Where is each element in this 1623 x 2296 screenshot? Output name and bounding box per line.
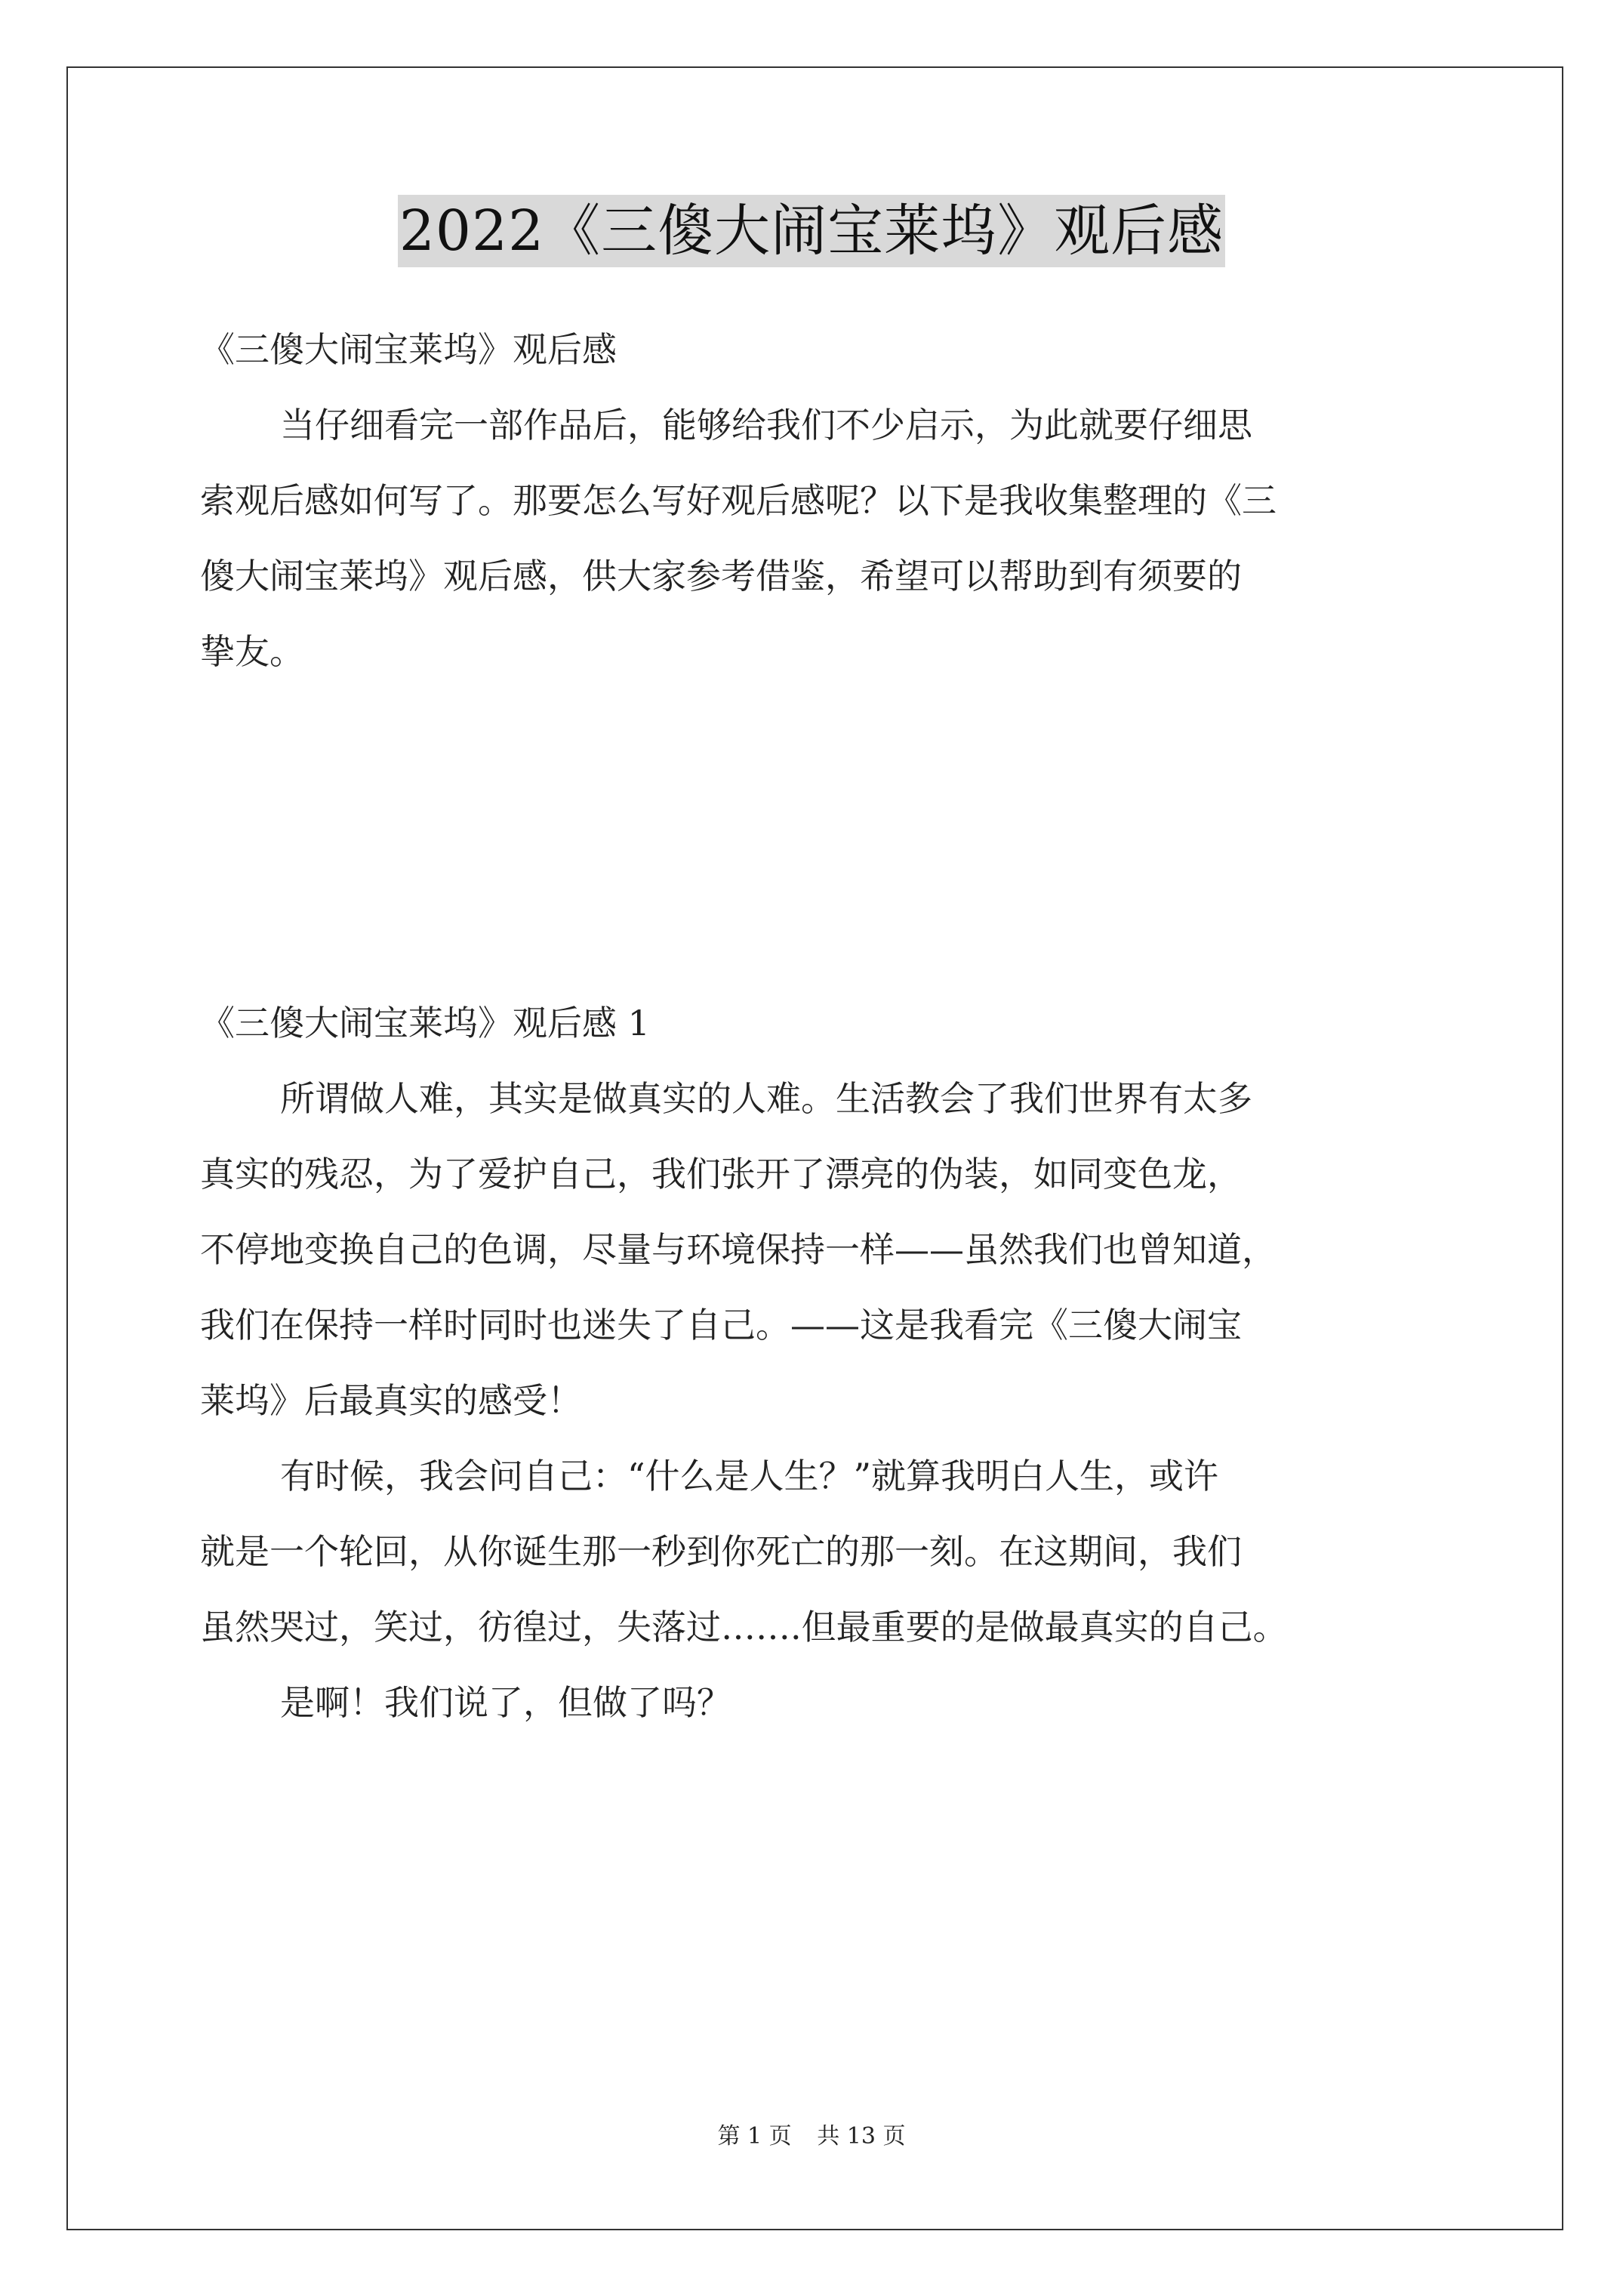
paragraph-line: 是啊！我们说了，但做了吗？ (280, 1682, 731, 1723)
title-container (0, 195, 1623, 267)
intro-line: 当仔细看完一部作品后，能够给我们不少启示，为此就要仔细思 (280, 405, 1252, 445)
intro-line: 傻大闹宝莱坞》观后感，供大家参考借鉴，希望可以帮助到有须要的 (200, 556, 1242, 596)
paragraph-line: 真实的残忍，为了爱护自己，我们张开了漂亮的伪装，如同变色龙， (200, 1154, 1242, 1194)
paragraph-line: 莱坞》后最真实的感受！ (200, 1380, 582, 1421)
page-footer (0, 2122, 1623, 2152)
page-number: 第 1 页 (717, 2123, 792, 2150)
paragraph-line: 我们在保持一样时同时也迷失了自己。——这是我看完《三傻大闹宝 (200, 1305, 1242, 1345)
paragraph-line: 有时候，我会问自己：“什么是人生？”就算我明白人生，或许 (280, 1456, 1219, 1496)
paragraph-line: 所谓做人难，其实是做真实的人难。生活教会了我们世界有太多 (280, 1078, 1252, 1119)
paragraph-line: 不停地变换自己的色调，尽量与环境保持一样——虽然我们也曾知道， (200, 1229, 1277, 1270)
document-body (200, 312, 1446, 689)
paragraph-line: 就是一个轮回，从你诞生那一秒到你死亡的那一刻。在这期间，我们 (200, 1531, 1242, 1572)
page-total: 共 13 页 (817, 2123, 906, 2150)
paragraph-line: 虽然哭过，笑过，彷徨过，失落过…….但最重要的是做最真实的自己。 (200, 1607, 1288, 1647)
intro-line: 索观后感如何写了。那要怎么写好观后感呢？以下是我收集整理的《三 (200, 480, 1277, 521)
intro-line: 挚友。 (200, 631, 304, 672)
document-title: 2022《三傻大闹宝莱坞》观后感 (398, 195, 1225, 267)
section-heading: 《三傻大闹宝莱坞》观后感 1 (200, 1003, 650, 1043)
subtitle: 《三傻大闹宝莱坞》观后感 (200, 329, 617, 370)
section-1 (200, 985, 1446, 1740)
